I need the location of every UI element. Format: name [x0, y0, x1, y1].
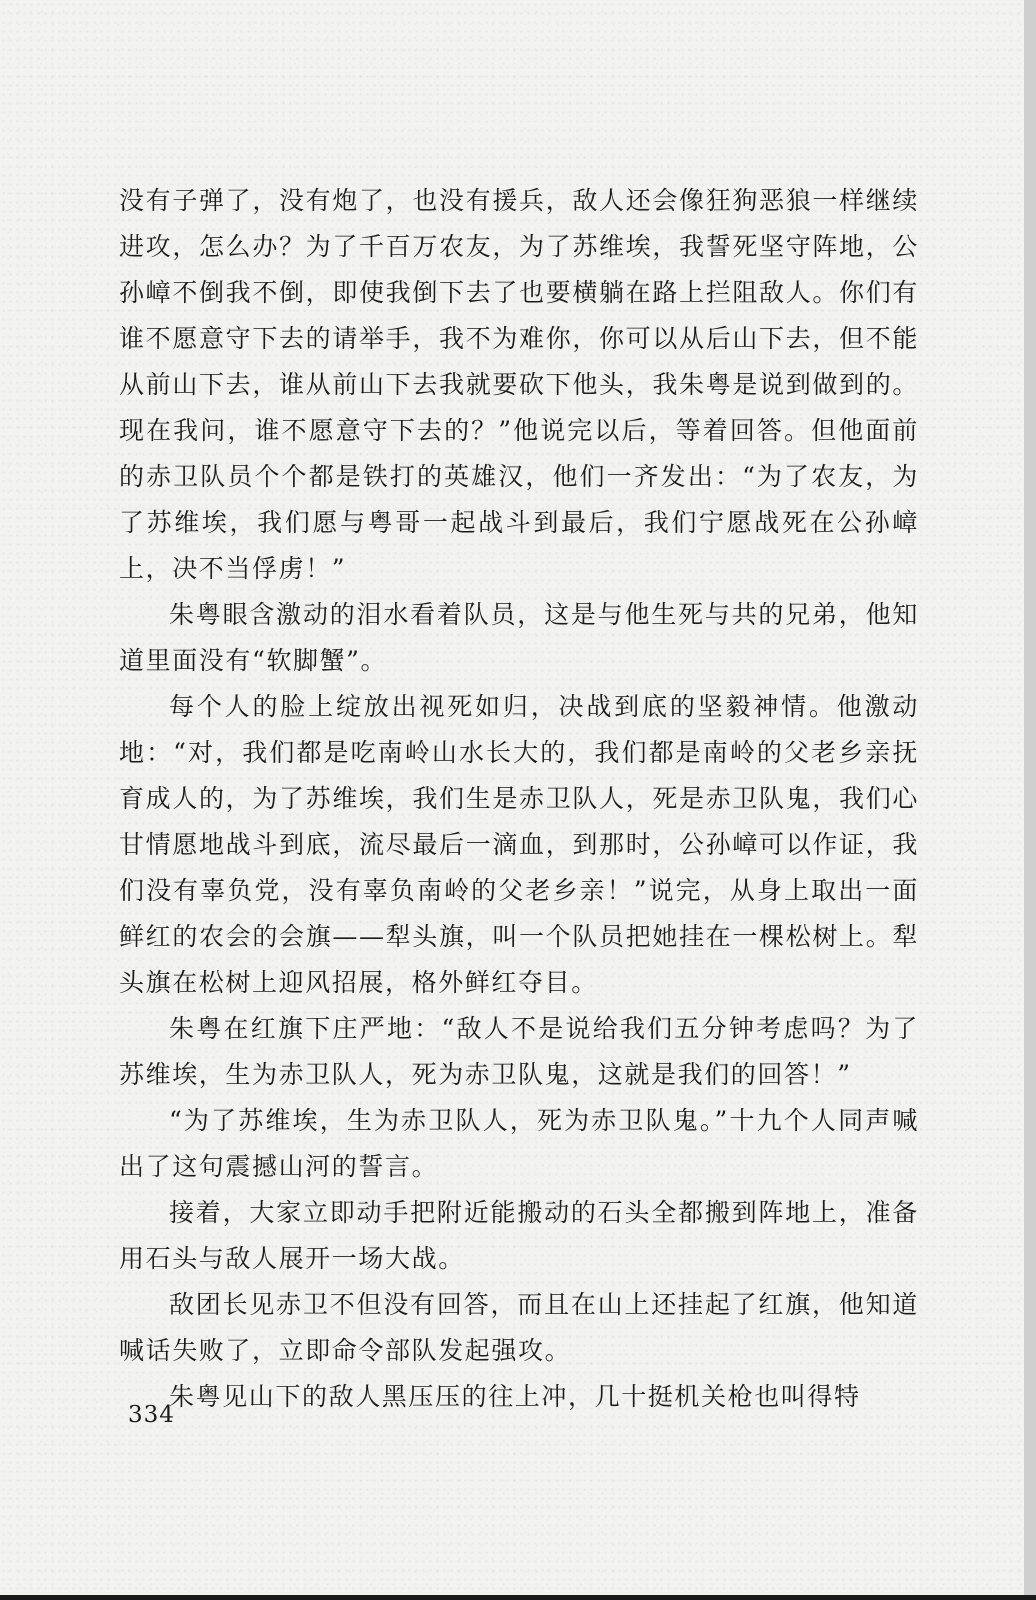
paragraph: 朱粤在红旗下庄严地：“敌人不是说给我们五分钟考虑吗？为了苏维埃，生为赤卫队人，死为赤卫队鬼，这就是我们的回答！”	[119, 1014, 919, 1089]
scan-edge-right	[1024, 0, 1036, 1600]
paragraph: 朱粤见山下的敌人黑压压的往上冲，几十挺机关枪也叫得特	[169, 1382, 861, 1411]
paragraph: 敌团长见赤卫不但没有回答，而且在山上还挂起了红旗，他知道喊话失败了，立即命令部队发起强攻。	[119, 1290, 919, 1365]
page-number: 334	[128, 1402, 175, 1428]
paragraph: 接着，大家立即动手把附近能搬动的石头全都搬到阵地上，准备用石头与敌人展开一场大战。	[119, 1198, 919, 1273]
scan-edge-bottom	[0, 1595, 1036, 1600]
body-text	[119, 178, 919, 1420]
paragraph: 每个人的脸上绽放出视死如归，决战到底的坚毅神情。他激动地：“对，我们都是吃南岭山水长大的，我们都是南岭的父老乡亲抚育成人的，为了苏维埃，我们生是赤卫队人，死是赤卫队鬼，我们心甘情愿地战斗到底，流尽最后一滴血，到那时，公孙嶂可以作证，我们没有辜负党，没有辜负南岭的父老乡亲！”说完，从身上取出一面鲜红的农会的会旗——犁头旗，叫一个队员把她挂在一棵松树上。犁头旗在松树上迎风招展，格外鲜红夺目。	[119, 692, 919, 997]
paragraph: 没有子弹了，没有炮了，也没有援兵，敌人还会像狂狗恶狼一样继续进攻，怎么办？为了千百万农友，为了苏维埃，我誓死坚守阵地，公孙嶂不倒我不倒，即使我倒下去了也要横躺在路上拦阻敌人。你们有谁不愿意守下去的请举手，我不为难你，你可以从后山下去，但不能从前山下去，谁从前山下去我就要砍下他头，我朱粤是说到做到的。现在我问，谁不愿意守下去的？”他说完以后，等着回答。但他面前的赤卫队员个个都是铁打的英雄汉，他们一齐发出：“为了农友，为了苏维埃，我们愿与粤哥一起战斗到最后，我们宁愿战死在公孙嶂上，决不当俘虏！”	[119, 186, 919, 583]
paragraph: “为了苏维埃，生为赤卫队人，死为赤卫队鬼。”十九个人同声喊出了这句震撼山河的誓言。	[119, 1106, 919, 1181]
paragraph: 朱粤眼含激动的泪水看着队员，这是与他生死与共的兄弟，他知道里面没有“软脚蟹”。	[119, 600, 919, 675]
